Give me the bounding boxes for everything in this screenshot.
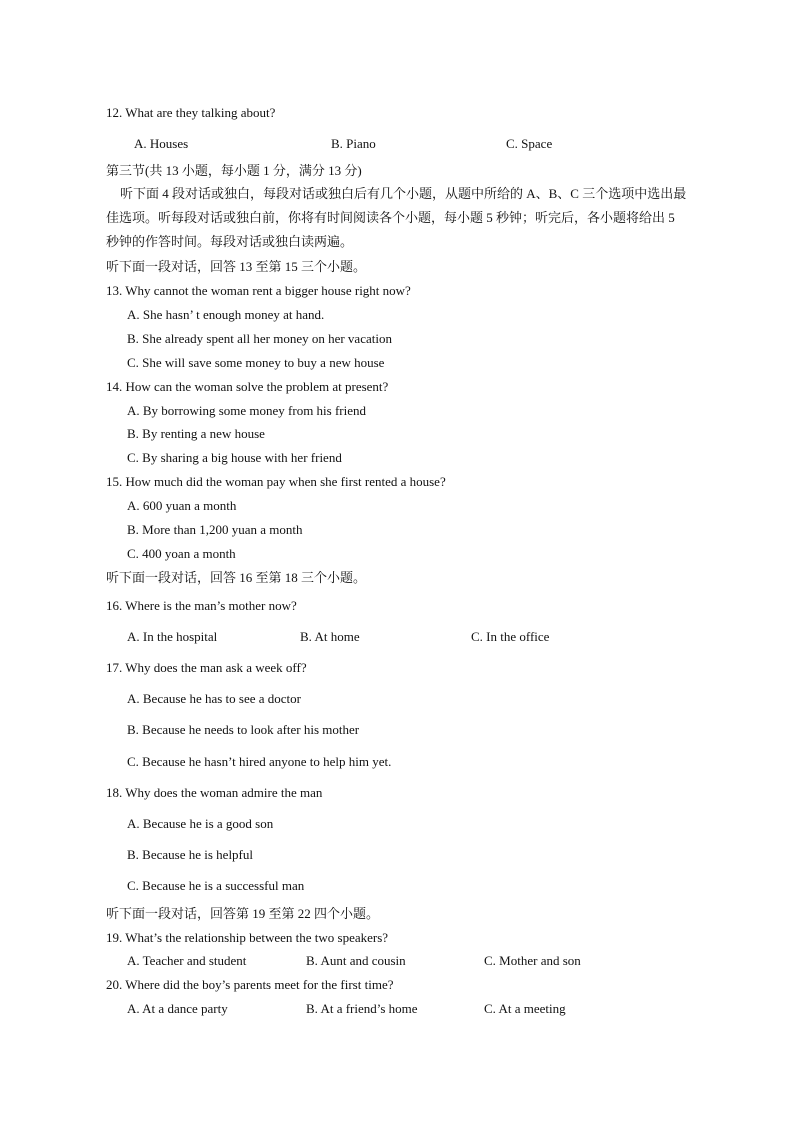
question-16-stem: 16. Where is the man’s mother now? bbox=[106, 598, 297, 613]
question-16-option-a: A. In the hospital bbox=[127, 629, 218, 644]
question-13-option-c: C. She will save some money to buy a new house bbox=[127, 355, 385, 370]
question-12-option-b: B. Piano bbox=[331, 136, 376, 151]
question-13-option-a: A. She hasn’ t enough money at hand. bbox=[127, 307, 325, 322]
question-13-stem: 13. Why cannot the woman rent a bigger house right now? bbox=[106, 283, 411, 298]
question-19-option-b: B. Aunt and cousin bbox=[306, 953, 406, 968]
question-15-option-c: C. 400 yoan a month bbox=[127, 546, 236, 561]
section-3-instructions: 听下面 4 段对话或独白，每段对话或独白后有几个小题，从题中所给的 A、B、C 三个选项中选出最佳选项。听每段对话或独白前，你将有时间阅读各个小题，每小题 5 秒钟；听完后，各小题将给出 5 秒钟的作答时间。每段对话或独白读两遍。 bbox=[106, 186, 687, 249]
question-18-option-c: C. Because he is a successful man bbox=[127, 878, 305, 893]
question-16-option-c: C. In the office bbox=[471, 629, 550, 644]
question-18-option-b: B. Because he is helpful bbox=[127, 847, 253, 862]
question-15-option-a: A. 600 yuan a month bbox=[127, 498, 237, 513]
question-14-option-a: A. By borrowing some money from his friend bbox=[127, 403, 367, 418]
question-13-option-b: B. She already spent all her money on her vacation bbox=[127, 331, 392, 346]
question-18-stem: 18. Why does the woman admire the man bbox=[106, 785, 323, 800]
question-19-stem: 19. What’s the relationship between the two speakers? bbox=[106, 930, 389, 945]
question-12-stem: 12. What are they talking about? bbox=[106, 105, 276, 120]
question-15-stem: 15. How much did the woman pay when she first rented a house? bbox=[106, 474, 446, 489]
question-19-option-a: A. Teacher and student bbox=[127, 953, 247, 968]
question-15-option-b: B. More than 1,200 yuan a month bbox=[127, 522, 303, 537]
dialogue-3-intro: 听下面一段对话，回答第 19 至第 22 四个小题。 bbox=[106, 906, 380, 921]
question-17-option-c: C. Because he hasn’t hired anyone to help him yet. bbox=[127, 754, 392, 769]
question-20-option-b: B. At a friend’s home bbox=[306, 1001, 418, 1016]
dialogue-1-intro: 听下面一段对话，回答 13 至第 15 三个小题。 bbox=[106, 259, 367, 274]
question-14-option-b: B. By renting a new house bbox=[127, 426, 265, 441]
question-20-option-a: A. At a dance party bbox=[127, 1001, 228, 1016]
question-16-option-b: B. At home bbox=[300, 629, 360, 644]
section-3-heading: 第三节(共 13 小题，每小题 1 分，满分 13 分) bbox=[106, 163, 362, 178]
question-17-stem: 17. Why does the man ask a week off? bbox=[106, 660, 307, 675]
question-17-option-a: A. Because he has to see a doctor bbox=[127, 691, 301, 706]
dialogue-2-intro: 听下面一段对话，回答 16 至第 18 三个小题。 bbox=[106, 570, 367, 585]
question-18-option-a: A. Because he is a good son bbox=[127, 816, 274, 831]
question-19-option-c: C. Mother and son bbox=[484, 953, 581, 968]
question-20-option-c: C. At a meeting bbox=[484, 1001, 566, 1016]
question-12-option-c: C. Space bbox=[506, 136, 553, 151]
question-17-option-b: B. Because he needs to look after his mother bbox=[127, 722, 360, 737]
question-14-option-c: C. By sharing a big house with her friend bbox=[127, 450, 342, 465]
question-12-option-a: A. Houses bbox=[134, 136, 189, 151]
question-14-stem: 14. How can the woman solve the problem at present? bbox=[106, 379, 389, 394]
question-20-stem: 20. Where did the boy’s parents meet for the first time? bbox=[106, 977, 394, 992]
